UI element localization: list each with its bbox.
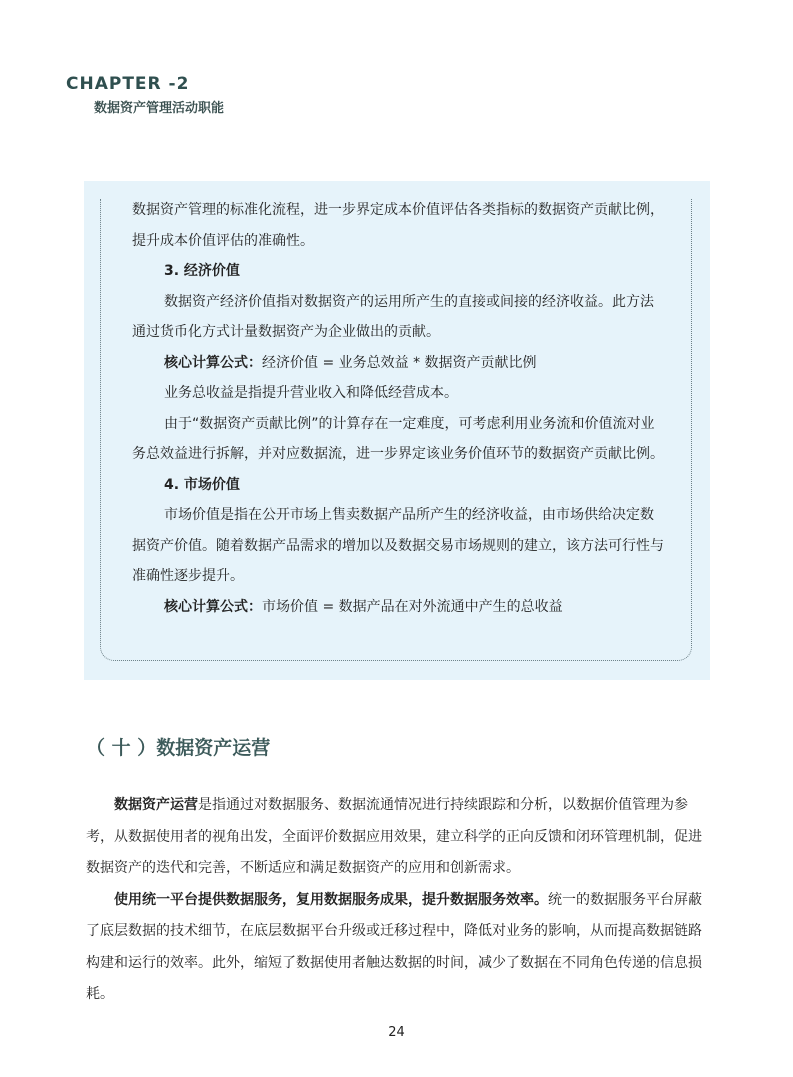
info-box-content xyxy=(132,195,667,622)
page-number: 24 xyxy=(388,1025,405,1040)
market-formula-label: 核心计算公式： xyxy=(164,598,262,615)
market-formula-text: 市场价值 = 数据产品在对外流通中产生的总收益 xyxy=(262,598,563,615)
info-box xyxy=(84,181,710,680)
platform-detail: 统一的数据服务平台屏蔽了底层数据的技术细节，在底层数据平台升级或迁移过程中，降低对业务的影响，从而提高数据链路构建和运行的效率。此外，缩短了数据使用者触达数据的时间，减少了数据在不同角色传递的信息损耗。 xyxy=(86,891,702,1002)
economic-value-heading: 3. 经济价值 xyxy=(164,263,240,279)
economic-formula-text: 经济价值 = 业务总效益 * 数据资产贡献比例 xyxy=(262,354,537,371)
market-value-paragraph: 市场价值是指在公开市场上售卖数据产品所产生的经济收益，由市场供给决定数据资产价值。随着数据产品需求的增加以及数据交易市场规则的建立，该方法可行性与准确性逐步提升。 xyxy=(132,507,664,584)
operations-definition: 是指通过对数据服务、数据流通情况进行持续跟踪和分析，以数据价值管理为参考，从数据使用者的视角出发，全面评价数据应用效果，建立科学的正向反馈和闭环管理机制，促进数据资产的迭代和完善，不断适应和满足数据资产的应用和创新需求。 xyxy=(86,797,702,876)
intro-paragraph: 数据资产管理的标准化流程，进一步界定成本价值评估各类指标的数据资产贡献比例，提升成本价值评估的准确性。 xyxy=(132,202,664,249)
market-value-heading: 4. 市场价值 xyxy=(164,476,240,493)
chapter-subtitle: 数据资产管理活动职能 xyxy=(94,101,225,116)
operations-paragraph xyxy=(86,790,708,885)
chapter-label: CHAPTER -2 xyxy=(66,74,190,94)
platform-lead: 使用统一平台提供数据服务，复用数据服务成果，提升数据服务效率。 xyxy=(114,891,548,908)
economic-formula-label: 核心计算公式： xyxy=(164,354,262,371)
economic-value-paragraph: 数据资产经济价值指对数据资产的运用所产生的直接或间接的经济收益。此方法通过货币化方式计量数据资产为企业做出的贡献。 xyxy=(132,293,654,340)
economic-note: 业务总收益是指提升营业收入和降低经营成本。 xyxy=(164,385,458,401)
section-body xyxy=(86,790,708,1011)
platform-paragraph xyxy=(86,885,708,1011)
market-formula xyxy=(132,592,667,623)
operations-term: 数据资产运营 xyxy=(114,797,198,813)
economic-formula xyxy=(132,348,667,379)
economic-value-paragraph-2: 由于“数据资产贡献比例”的计算存在一定难度，可考虑利用业务流和价值流对业务总效益进行拆解，并对应数据流，进一步界定该业务价值环节的数据资产贡献比例。 xyxy=(132,415,664,462)
section-title: （ 十 ）数据资产运营 xyxy=(86,737,271,759)
